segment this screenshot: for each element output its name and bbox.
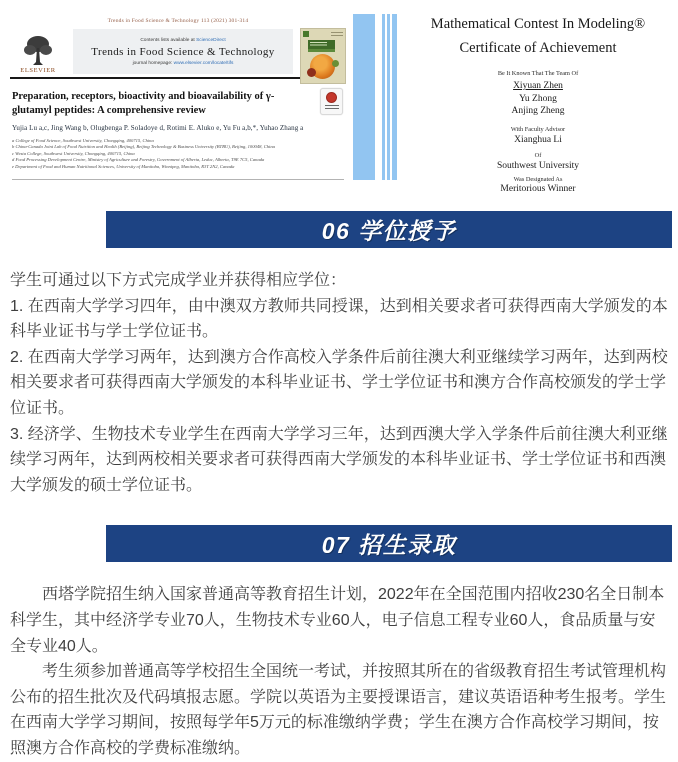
certificate-team-member: Yu Zhong	[519, 93, 557, 104]
certificate-team-label: Be It Known That The Team Of	[497, 70, 579, 77]
check-for-updates-badge	[320, 88, 343, 115]
paragraph: 3. 经济学、生物技术专业学生在西南大学学习三年，达到西澳大学入学条件后前往澳大利亚继续学习两年，达到两校相关要求者可获得西南大学颁发的本科毕业证书、学士学位证书和西澳大学颁发的硕士学位证书。	[10, 425, 668, 494]
certificate-team-member: Xiyuan Zhen	[513, 81, 563, 91]
affiliation-line: d Food Processing Development Centre, Ministry of Agriculture and Forestry, Government of Alberta, Leduc, Alberta, T9E 7C5, Canada	[12, 157, 265, 163]
certificate-university: Southwest University	[496, 160, 580, 171]
certificate-award: Meritorious Winner	[500, 183, 576, 194]
section-banner-degree-conferral: 06 学位授予	[106, 211, 672, 248]
cover-accent-dot-green	[332, 60, 339, 67]
journal-header	[10, 29, 346, 74]
certificate-content	[398, 16, 678, 194]
certificate-team-member: Anjing Zheng	[511, 106, 565, 116]
article-authors: Yujia Lu a,c, Jing Wang b, Olugbenga P. Soladoye d, Rotimi E. Aluko e, Yu Fu a,b,*, Yuhao Zhang a	[12, 124, 304, 132]
certificate-title: Mathematical Contest In Modeling®	[430, 16, 646, 32]
contents-line	[140, 38, 225, 43]
article-title: Preparation, receptors, bioactivity and bioavailability of γ-glutamyl peptides: A comprehensive review	[12, 91, 275, 116]
paragraph: 1. 在西南大学学习四年，由中澳双方教师共同授课，达到相关要求者可获得西南大学颁发的本科毕业证书与学士学位证书。	[10, 297, 668, 341]
admissions-body	[0, 562, 678, 761]
certificate-stripe-thin	[392, 14, 397, 180]
affiliation-line: e Department of Food and Human Nutritional Sciences, University of Manitoba, Winnipeg, Manitoba, R3T 2N2, Canada	[12, 163, 235, 169]
contents-prefix: Contents lists available at	[140, 37, 197, 43]
certificate-stripe-thin	[387, 14, 390, 180]
mcm-certificate-figure	[352, 6, 678, 192]
journal-article-figure	[10, 8, 346, 192]
affiliation-line: a College of Food Science, Southwest University, Chongqing, 400715, China	[12, 138, 154, 143]
cover-text-lines	[331, 32, 343, 38]
top-figures-row	[0, 0, 678, 200]
article-affiliations	[12, 138, 344, 170]
journal-title: Trends in Food Science & Technology	[91, 45, 275, 58]
abstract-divider	[12, 179, 344, 180]
affiliation-line: b China-Canada Joint Lab of Food Nutrition and Health (Beijing), Beijing Technology & Business University (BTBU), Beijing, 100048, China	[12, 144, 275, 150]
paragraph: 2. 在西南大学学习两年，达到澳方合作高校入学条件后前往澳大利亚继续学习两年，达到两校相关要求者可获得西南大学颁发的本科毕业证书、学士学位证书和澳方合作高校颁发的学士学位证书。	[10, 348, 668, 417]
certificate-stripe-band	[353, 14, 375, 180]
affiliation-line: c Westa College, Southwest University, Chongqing, 400715, China	[12, 150, 135, 156]
journal-masthead-box	[73, 29, 293, 74]
sciencedirect-link[interactable]: ScienceDirect	[196, 37, 226, 43]
homepage-prefix: journal homepage:	[132, 60, 174, 66]
article-body	[10, 79, 346, 180]
homepage-url-link[interactable]: www.elsevier.com/locate/tifs	[173, 60, 234, 66]
journal-cover-thumbnail	[300, 28, 346, 84]
journal-citation: Trends in Food Science & Technology 113 (2021) 301-314	[107, 18, 249, 24]
elsevier-logo	[10, 29, 66, 74]
homepage-line	[133, 61, 234, 66]
certificate-subtitle: Certificate of Achievement	[459, 40, 617, 56]
paragraph: 学生可通过以下方式完成学业并获得相应学位：	[10, 272, 347, 289]
cover-publisher-mark	[303, 31, 309, 37]
certificate-of-label: Of	[534, 151, 542, 159]
cover-title-block	[308, 40, 335, 52]
certificate-designated-label: Was Designated As	[513, 175, 563, 183]
certificate-stripe-thin	[382, 14, 385, 180]
paragraph: 西塔学院招生纳入国家普通高等教育招生计划，2022年在全国范围内招收230名全日制本科学生，其中经济学专业70人，生物技术专业60人，电子信息工程专业60人，食品质量与安全专业40人。	[10, 586, 665, 655]
cover-accent-dot-red	[307, 68, 316, 77]
certificate-advisor-label: With Faculty Advisor	[510, 125, 566, 133]
section-banner-admissions: 07 招生录取	[106, 525, 672, 562]
paragraph: 考生须参加普通高等学校招生全国统一考试，并按照其所在的省级教育招生考试管理机构公布的招生批次及代码填报志愿。学院以英语为主要授课语言，建议英语语种考生报考。学生在西南大学学习期间，按照每学年5万元的标准缴纳学费；学生在澳方合作高校学习期间，按照澳方合作高校的学费标准缴纳。	[10, 663, 667, 757]
check-for-updates-text	[325, 105, 339, 110]
check-for-updates-icon	[326, 92, 337, 103]
elsevier-wordmark: ELSEVIER	[20, 67, 56, 74]
certificate-advisor-name: Xianghua Li	[514, 134, 562, 145]
elsevier-tree-icon	[21, 34, 55, 66]
degree-conferral-body	[0, 248, 678, 498]
